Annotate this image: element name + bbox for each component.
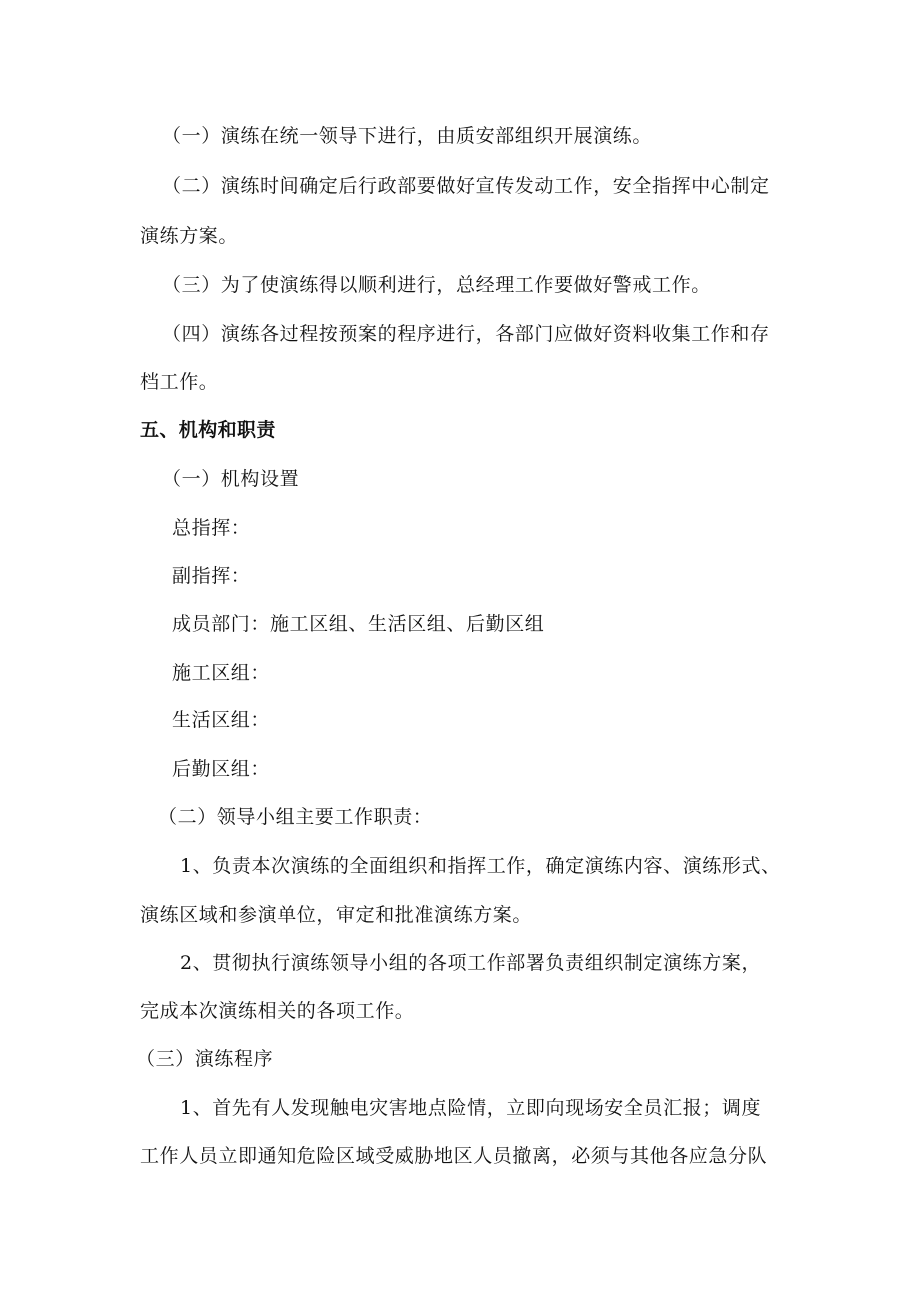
subsection-heading: （三）演练程序 bbox=[136, 1048, 274, 1070]
paragraph-line: （一）演练在统一领导下进行，由质安部组织开展演练。 bbox=[162, 125, 653, 147]
paragraph-line: （三）为了使演练得以顺利进行，总经理工作要做好警戒工作。 bbox=[162, 274, 711, 296]
paragraph-line: 2、贯彻执行演练领导小组的各项工作部署负责组织制定演练方案， bbox=[180, 952, 762, 974]
paragraph-line: 施工区组： bbox=[172, 662, 271, 684]
paragraph-line: 工作人员立即通知危险区域受威胁地区人员撤离，必须与其他各应急分队 bbox=[140, 1145, 768, 1167]
paragraph-line: 演练方案。 bbox=[140, 225, 239, 247]
paragraph-line: 副指挥： bbox=[172, 565, 251, 587]
paragraph-line: 完成本次演练相关的各项工作。 bbox=[140, 1000, 415, 1022]
paragraph-line: 成员部门：施工区组、生活区组、后勤区组 bbox=[172, 613, 545, 635]
section-heading: 五、机构和职责 bbox=[140, 419, 276, 441]
paragraph-line: 生活区组： bbox=[172, 709, 271, 731]
paragraph-line: 1、负责本次演练的全面组织和指挥工作，确定演练内容、演练形式、 bbox=[180, 855, 781, 877]
paragraph-line: 1、首先有人发现触电灾害地点险情，立即向现场安全员汇报；调度 bbox=[180, 1097, 762, 1119]
paragraph-line: 演练区域和参演单位，审定和批准演练方案。 bbox=[140, 904, 533, 926]
paragraph-line: （二）演练时间确定后行政部要做好宣传发动工作，安全指挥中心制定 bbox=[162, 175, 770, 197]
subsection-heading: （一）机构设置 bbox=[162, 468, 300, 490]
subsection-heading: （二）领导小组主要工作职责： bbox=[158, 806, 433, 828]
paragraph-line: 后勤区组： bbox=[172, 758, 271, 780]
paragraph-line: 总指挥： bbox=[172, 517, 251, 539]
paragraph-line: （四）演练各过程按预案的程序进行，各部门应做好资料收集工作和存 bbox=[162, 323, 770, 345]
paragraph-line: 档工作。 bbox=[140, 371, 219, 393]
